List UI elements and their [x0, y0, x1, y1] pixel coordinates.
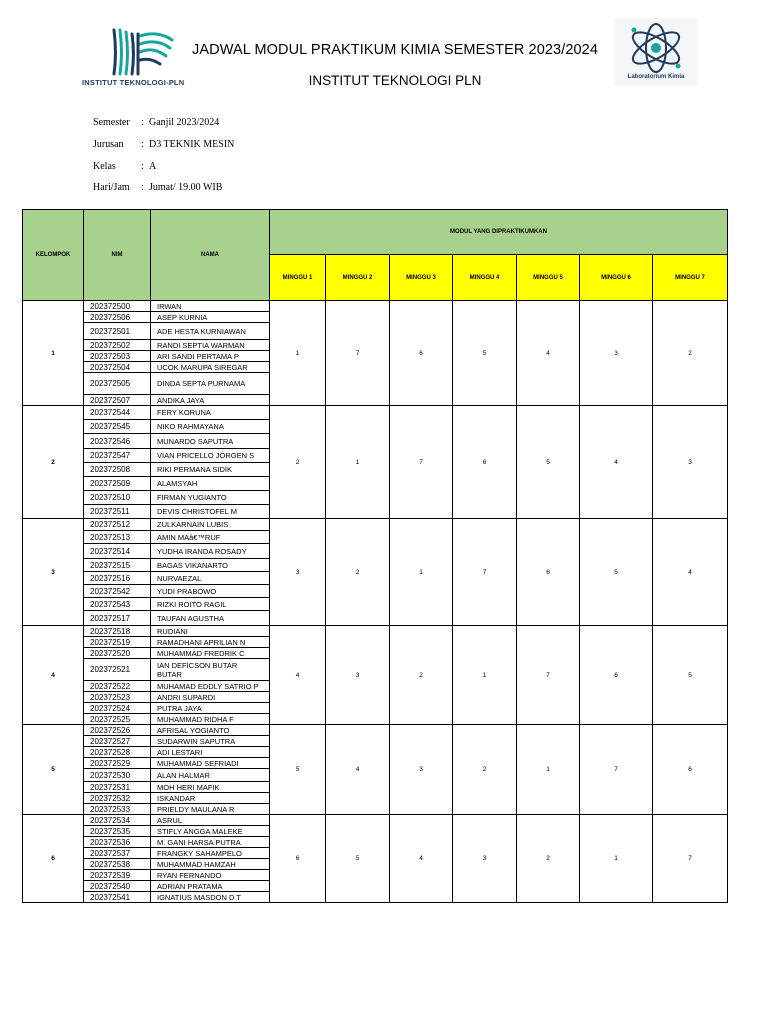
header-week: MINGGU 4: [453, 255, 517, 301]
nama-cell: YUDHA IRANDA ROSADY: [151, 544, 270, 559]
module-cell: 3: [580, 301, 653, 406]
header-nim: NIM: [84, 210, 151, 301]
module-cell: 1: [390, 519, 453, 626]
info-value: Ganjil 2023/2024: [149, 117, 220, 128]
nim-cell: 202372546: [84, 434, 151, 449]
nim-cell: 202372523: [84, 692, 151, 703]
nim-cell: 202372532: [84, 793, 151, 804]
nama-cell: MOH HERI MAFIK: [151, 782, 270, 793]
nim-cell: 202372520: [84, 648, 151, 659]
nama-cell: VIAN PRICELLO JORGEN S: [151, 449, 270, 463]
module-cell: 1: [517, 725, 580, 815]
module-cell: 2: [653, 301, 728, 406]
table-row: [23, 725, 728, 736]
nama-cell: NIKO RAHMAYANA: [151, 420, 270, 434]
info-sep: :: [141, 182, 144, 193]
nim-cell: 202372528: [84, 747, 151, 758]
info-label: Semester: [93, 117, 130, 128]
nama-cell: [151, 659, 270, 681]
header-kelompok: KELOMPOK: [23, 210, 84, 301]
info-value: A: [149, 161, 157, 172]
itpln-logo-text: INSTITUT TEKNOLOGI-PLN: [82, 78, 185, 87]
module-cell: 4: [390, 815, 453, 903]
header-modul: MODUL YANG DIPRAKTIKUMKAN: [270, 210, 728, 255]
nim-cell: 202372511: [84, 505, 151, 519]
module-cell: 6: [580, 626, 653, 725]
module-cell: 3: [453, 815, 517, 903]
module-cell: 7: [390, 406, 453, 519]
nama-cell: SUDARWIN SAPUTRA: [151, 736, 270, 747]
module-cell: 1: [270, 301, 326, 406]
nim-cell: 202372534: [84, 815, 151, 826]
nama-cell: TAUFAN AGUSTHA: [151, 611, 270, 626]
nim-cell: 202372519: [84, 637, 151, 648]
kelompok-cell: 3: [23, 519, 84, 626]
info-label: Hari/Jam: [93, 182, 130, 193]
nama-cell: ANDIKA JAYA: [151, 395, 270, 406]
nama-cell: MUNARDO SAPUTRA: [151, 434, 270, 449]
module-cell: 5: [653, 626, 728, 725]
nama-cell: BAGAS VIKANARTO: [151, 559, 270, 572]
nama-cell: MUHAMMAD FREDRIK C: [151, 648, 270, 659]
nim-cell: 202372525: [84, 714, 151, 725]
nim-cell: 202372513: [84, 531, 151, 544]
table-row: [23, 815, 728, 826]
nim-cell: 202372543: [84, 598, 151, 611]
nim-cell: 202372507: [84, 395, 151, 406]
nama-cell: RIKI PERMANA SIDIK: [151, 463, 270, 477]
nama-cell: IGNATIUS MASDON D T: [151, 892, 270, 903]
module-cell: 4: [580, 406, 653, 519]
nim-cell: 202372535: [84, 826, 151, 837]
lab-kimia-logo: [614, 18, 698, 86]
nim-cell: 202372533: [84, 804, 151, 815]
nama-cell: STIFLY ANGGA MALEKE: [151, 826, 270, 837]
nim-cell: 202372512: [84, 519, 151, 531]
header-week: MINGGU 5: [517, 255, 580, 301]
module-cell: 7: [653, 815, 728, 903]
schedule-table: [22, 209, 728, 903]
nim-cell: 202372504: [84, 362, 151, 373]
nama-cell: ARI SANDI PERTAMA P: [151, 351, 270, 362]
module-cell: 4: [517, 301, 580, 406]
lab-kimia-text: Laboratorium Kimia: [627, 74, 685, 80]
nim-cell: 202372501: [84, 323, 151, 340]
module-cell: 6: [653, 725, 728, 815]
nama-cell: MUHAMMAD SEFRIADI: [151, 758, 270, 769]
module-cell: 2: [390, 626, 453, 725]
info-value: D3 TEKNIK MESIN: [149, 139, 235, 150]
info-sep: :: [141, 161, 144, 172]
nim-cell: 202372502: [84, 340, 151, 351]
nim-cell: 202372527: [84, 736, 151, 747]
nama-cell: AFRISAL YOGIANTO: [151, 725, 270, 736]
table-row: [23, 519, 728, 531]
nama-cell: ADRIAN PRATAMA: [151, 881, 270, 892]
info-label: Kelas: [93, 161, 116, 172]
nama-cell: RYAN FERNANDO: [151, 870, 270, 881]
nim-cell: 202372510: [84, 491, 151, 505]
nim-cell: 202372539: [84, 870, 151, 881]
nama-cell: ASRUL: [151, 815, 270, 826]
module-cell: 4: [270, 626, 326, 725]
table-row: [23, 406, 728, 420]
nama-cell: MUHAMMAD RIDHA F: [151, 714, 270, 725]
module-cell: 2: [270, 406, 326, 519]
nim-cell: 202372508: [84, 463, 151, 477]
module-cell: 2: [453, 725, 517, 815]
header-week: MINGGU 6: [580, 255, 653, 301]
module-cell: 6: [390, 301, 453, 406]
nama-cell: ADI LESTARI: [151, 747, 270, 758]
module-cell: 3: [326, 626, 390, 725]
nim-cell: 202372537: [84, 848, 151, 859]
nama-cell: IRWAN: [151, 301, 270, 312]
nama-cell: FERY KORUNA: [151, 406, 270, 420]
header-week: MINGGU 3: [390, 255, 453, 301]
nama-cell: ALAN HALMAR: [151, 769, 270, 782]
nim-cell: 202372526: [84, 725, 151, 736]
nim-cell: 202372541: [84, 892, 151, 903]
nim-cell: 202372536: [84, 837, 151, 848]
nama-cell: RAMADHANI APRILIAN N: [151, 637, 270, 648]
nama-line: IAN DEFICSON BUTAR: [157, 660, 238, 670]
nim-cell: 202372524: [84, 703, 151, 714]
header-week: MINGGU 1: [270, 255, 326, 301]
module-cell: 7: [453, 519, 517, 626]
module-cell: 2: [326, 519, 390, 626]
header-week: MINGGU 7: [653, 255, 728, 301]
nama-cell: ADE HESTA KURNIAWAN: [151, 323, 270, 340]
nama-cell: RUDIANI: [151, 626, 270, 637]
module-cell: 5: [580, 519, 653, 626]
nama-cell: ALAMSYAH: [151, 477, 270, 491]
module-cell: 6: [517, 519, 580, 626]
module-cell: 5: [517, 406, 580, 519]
nim-cell: 202372505: [84, 373, 151, 395]
module-cell: 5: [453, 301, 517, 406]
info-sep: :: [141, 139, 144, 150]
schedule-body: [23, 301, 728, 903]
module-cell: 6: [453, 406, 517, 519]
nim-cell: 202372538: [84, 859, 151, 870]
module-cell: 3: [653, 406, 728, 519]
nama-cell: FRANGKY SAHAMPELO: [151, 848, 270, 859]
module-cell: 1: [326, 406, 390, 519]
module-cell: 7: [580, 725, 653, 815]
kelompok-cell: 2: [23, 406, 84, 519]
module-cell: 2: [517, 815, 580, 903]
module-cell: 6: [270, 815, 326, 903]
nim-cell: 202372529: [84, 758, 151, 769]
nama-cell: FIRMAN YUGIANTO: [151, 491, 270, 505]
nama-cell: AMIN MAâ€™RUF: [151, 531, 270, 544]
nama-cell: PRIELDY MAULANA R: [151, 804, 270, 815]
nim-cell: 202372503: [84, 351, 151, 362]
page-title: JADWAL MODUL PRAKTIKUM KIMIA SEMESTER 2023/2024: [192, 42, 598, 58]
nim-cell: 202372531: [84, 782, 151, 793]
module-cell: 3: [390, 725, 453, 815]
nama-cell: UCOK MARUPA SIREGAR: [151, 362, 270, 373]
kelompok-cell: 5: [23, 725, 84, 815]
nim-cell: 202372506: [84, 312, 151, 323]
nim-cell: 202372509: [84, 477, 151, 491]
nama-cell: MUHAMMAD HAMZAH: [151, 859, 270, 870]
nama-cell: DINDA SEPTA PURNAMA: [151, 373, 270, 395]
module-cell: 1: [453, 626, 517, 725]
nama-cell: ASEP KURNIA: [151, 312, 270, 323]
nim-cell: 202372517: [84, 611, 151, 626]
nama-cell: RIZKI ROITO RAGIL: [151, 598, 270, 611]
nama-cell: YUDI PRABOWO: [151, 585, 270, 598]
kelompok-cell: 1: [23, 301, 84, 406]
nim-cell: 202372545: [84, 420, 151, 434]
module-cell: 7: [517, 626, 580, 725]
module-cell: 5: [270, 725, 326, 815]
nim-cell: 202372540: [84, 881, 151, 892]
module-cell: 4: [326, 725, 390, 815]
nim-cell: 202372516: [84, 572, 151, 585]
header-week: MINGGU 2: [326, 255, 390, 301]
info-value: Jumat/ 19.00 WIB: [149, 182, 223, 193]
nama-cell: ZULKARNAIN LUBIS: [151, 519, 270, 531]
nim-cell: 202372530: [84, 769, 151, 782]
module-cell: 1: [580, 815, 653, 903]
nama-cell: M. GANI HARSA PUTRA: [151, 837, 270, 848]
module-cell: 3: [270, 519, 326, 626]
page-subtitle: INSTITUT TEKNOLOGI PLN: [308, 73, 482, 88]
nim-cell: 202372518: [84, 626, 151, 637]
info-sep: :: [141, 117, 144, 128]
nim-cell: 202372514: [84, 544, 151, 559]
nama-cell: NURVAEZAL: [151, 572, 270, 585]
info-label: Jurusan: [93, 139, 124, 150]
table-row: [23, 626, 728, 637]
nim-cell: 202372542: [84, 585, 151, 598]
nama-cell: MUHAMAD EDDLY SATRIO P: [151, 681, 270, 692]
nama-cell: ANDRI SUPARDI: [151, 692, 270, 703]
nama-cell: RANDI SEPTIA WARMAN: [151, 340, 270, 351]
module-cell: 5: [326, 815, 390, 903]
header-nama: NAMA: [151, 210, 270, 301]
nim-cell: 202372515: [84, 559, 151, 572]
nama-cell: PUTRA JAYA: [151, 703, 270, 714]
kelompok-cell: 4: [23, 626, 84, 725]
nama-cell: ISKANDAR: [151, 793, 270, 804]
nim-cell: 202372500: [84, 301, 151, 312]
module-cell: 4: [653, 519, 728, 626]
table-row: [23, 301, 728, 312]
nim-cell: 202372521: [84, 659, 151, 681]
kelompok-cell: 6: [23, 815, 84, 903]
nim-cell: 202372522: [84, 681, 151, 692]
module-cell: 7: [326, 301, 390, 406]
nim-cell: 202372544: [84, 406, 151, 420]
nama-cell: DEVIS CHRISTOFEL M: [151, 505, 270, 519]
nim-cell: 202372547: [84, 449, 151, 463]
nama-line: BUTAR: [157, 669, 182, 679]
